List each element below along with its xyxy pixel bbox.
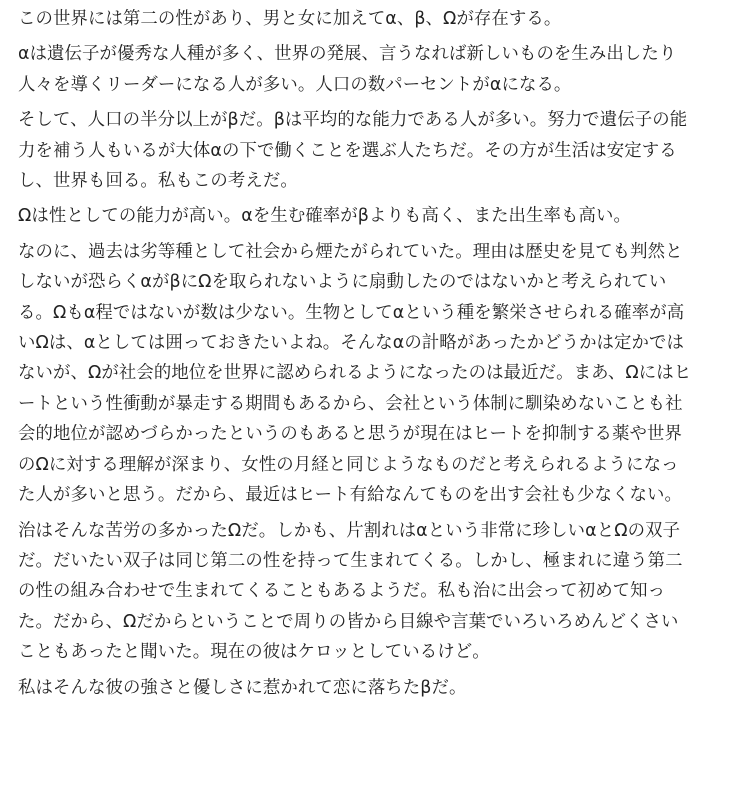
text-line: 力を補う人もいるが大体αの下で働くことを選ぶ人たちだ。その方が生活は安定する <box>18 140 677 161</box>
text-line: ートという性衝動が暴走する期間もあるから、会社という体制に馴染めないことも社 <box>18 393 683 414</box>
text-line: のΩに対する理解が深まり、女性の月経と同じようなものだと考えられるようになっ <box>18 454 679 475</box>
text-line: Ωは性としての能力が高い。αを生む確率がβよりも高く、また出生率も高い。 <box>18 206 631 227</box>
paragraph-beta <box>18 105 740 196</box>
text-line: だ。だいたい双子は同じ第二の性を持って生まれてくる。しかし、極まれに違う第二 <box>18 550 683 571</box>
text-line: の性の組み合わせで生まれてくることもあるようだ。私も治に出会って初めて知っ <box>18 581 666 602</box>
document-body <box>18 4 740 703</box>
text-line: た。だから、Ωだからということで周りの皆から目線や言葉でいろいろめんどくさい <box>18 611 679 632</box>
text-line: いΩは、αとしては囲っておきたいよね。そんなαの計略があったかどうかは定かでは <box>18 333 685 354</box>
text-line: ないが、Ωが社会的地位を世界に認められるようになったのは最近だ。まあ、Ωにはヒ <box>18 363 692 384</box>
paragraph-alpha <box>18 39 740 100</box>
paragraph-osamu <box>18 516 740 668</box>
text-line: そして、人口の半分以上がβだ。βは平均的な能力である人が多い。努力で遺伝子の能 <box>18 110 688 131</box>
text-line: αは遺伝子が優秀な人種が多く、世界の発展、言うなれば新しいものを生み出したり <box>18 44 677 65</box>
text-line: なのに、過去は劣等種として社会から煙たがられていた。理由は歴史を見ても判然と <box>18 241 683 262</box>
text-line: しないが恐らくαがβにΩを取られないように扇動したのではないかと考えられてい <box>18 272 667 293</box>
text-line: た人が多いと思う。だから、最近はヒート有給なんてものを出す会社も少なくない。 <box>18 485 682 506</box>
paragraph-omega <box>18 201 740 231</box>
text-line: 治はそんな苦労の多かったΩだ。しかも、片割れはαという非常に珍しいαとΩの双子 <box>18 520 681 541</box>
text-line: 人々を導くリーダーになる人が多い。人口の数パーセントがαになる。 <box>18 74 572 95</box>
paragraph-intro <box>18 4 740 34</box>
text-line: し、世界も回る。私もこの考えだ。 <box>18 171 298 192</box>
paragraph-history <box>18 237 740 511</box>
paragraph-closing <box>18 673 740 703</box>
text-line: 私はそんな彼の強さと優しさに惹かれて恋に落ちたβだ。 <box>18 677 467 698</box>
text-line: こともあったと聞いた。現在の彼はケロッとしているけど。 <box>18 642 490 663</box>
text-line: 会的地位が認めづらかったというのもあると思うが現在はヒートを抑制する薬や世界 <box>18 424 682 445</box>
text-line: る。Ωもα程ではないが数は少ない。生物としてαという種を繁栄させられる確率が高 <box>18 302 685 323</box>
text-line: この世界には第二の性があり、男と女に加えてα、β、Ωが存在する。 <box>18 9 562 29</box>
